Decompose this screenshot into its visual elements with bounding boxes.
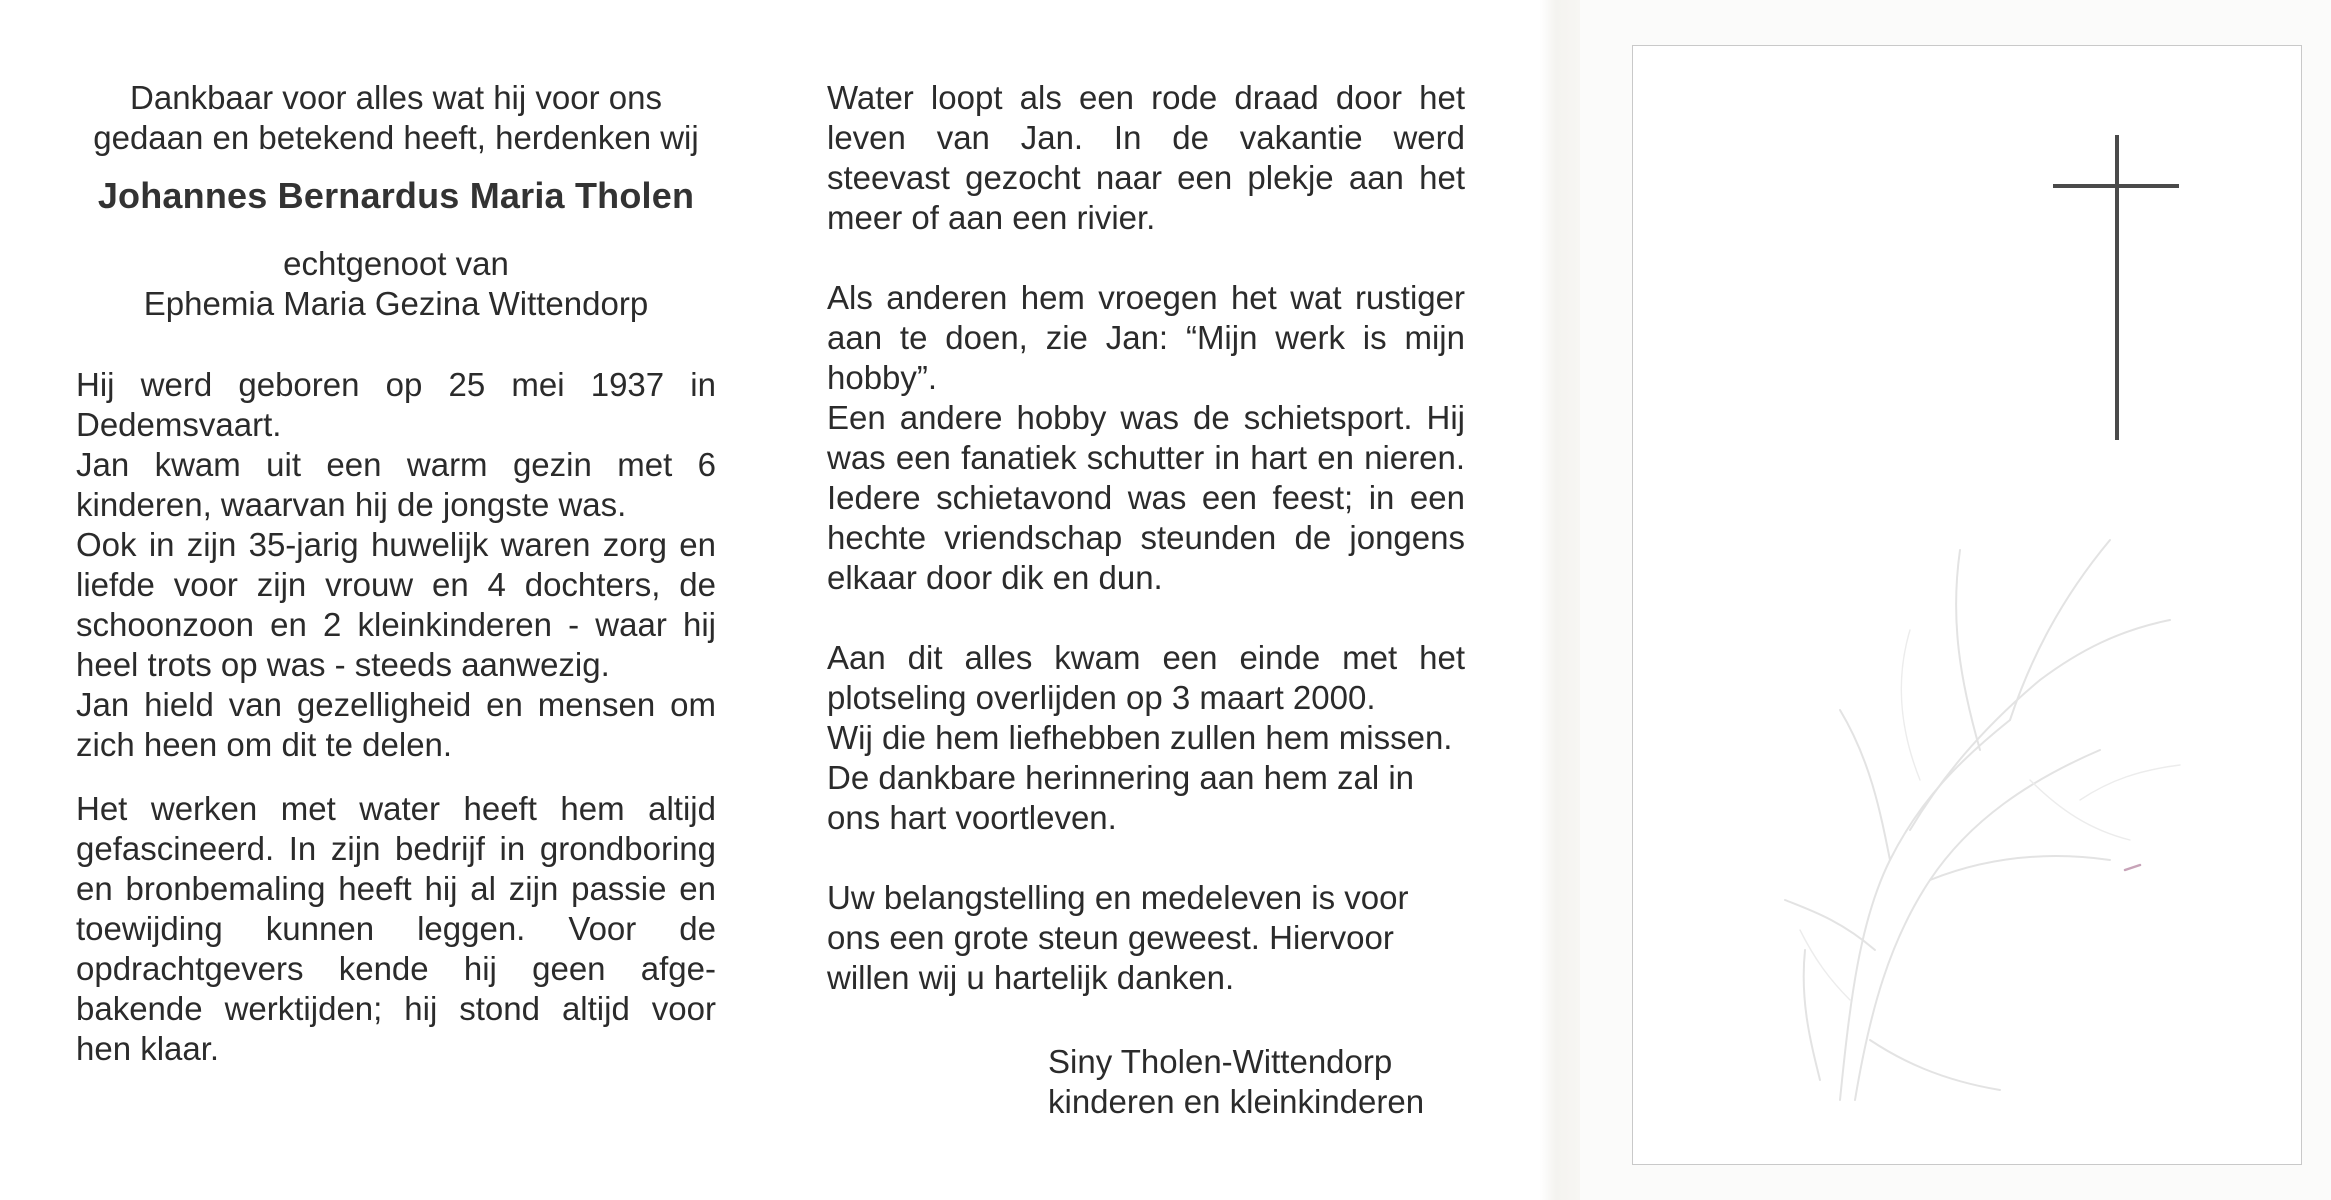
tree-sketch-icon xyxy=(1780,480,2200,1120)
intro-line-2: gedaan en betekend heeft, herdenken wij xyxy=(93,119,699,156)
hobby-paragraph: Als anderen hem vroegen het wat rustiger aan te doen, zie Jan: “Mijn werk is mijn hobby”. xyxy=(827,279,1465,396)
signature-line-1: Siny Tholen-Wittendorp xyxy=(1048,1043,1393,1080)
missing-line: Wij die hem liefhebben zullen hem missen. xyxy=(827,719,1453,756)
intro-line-1: Dankbaar voor alles wat hij voor ons xyxy=(130,79,662,116)
work-paragraph: Het werken met water heeft hem altijd gefascineerd. In zijn bedrijf in grondboring en bronbemaling heeft hij al zijn passie en toewijding kunnen leggen. Voor de opdrachtgevers kende hij geen afge-bakende werktijden; hij stond altijd voor hen klaar. xyxy=(76,790,716,1067)
birth-paragraph: Hij werd geboren op 25 mei 1937 in Dedemsvaart. xyxy=(76,366,716,443)
spouse-name: Ephemia Maria Gezina Wittendorp xyxy=(143,285,649,322)
shooting-paragraph: Een andere hobby was de schietsport. Hij was een fanatiek schutter in hart en nieren. Iedere schietavond was een feest; in een hechte vriendschap steunden de jongens elkaar door dik en dun. xyxy=(827,399,1465,596)
passing-paragraph: Aan dit alles kwam een einde met het plotseling overlijden op 3 maart 2000. xyxy=(827,639,1465,716)
cross-icon-bar xyxy=(2053,184,2179,188)
spouse-label: echtgenoot van xyxy=(283,245,509,282)
signature-line-2: kinderen en kleinkinderen xyxy=(1048,1083,1425,1120)
card-fold xyxy=(1540,0,1580,1200)
marriage-paragraph: Ook in zijn 35-jarig huwelijk waren zorg en liefde voor zijn vrouw en 4 dochters, de schoonzoon en 2 kleinkinderen - waar hij heel trots op was - steeds aanwezig. xyxy=(76,526,716,683)
sociability-paragraph: Jan hield van gezelligheid en mensen om zich heen om dit te delen. xyxy=(76,686,716,763)
family-paragraph: Jan kwam uit een warm gezin met 6 kinderen, waarvan hij de jongste was. xyxy=(76,446,716,523)
thanks-paragraph: Uw belangstelling en medeleven is voor ons een grote steun geweest. Hiervoor willen wij u hartelijk danken. xyxy=(827,879,1409,996)
deceased-name: Johannes Bernardus Maria Tholen xyxy=(97,175,695,216)
middle-column xyxy=(827,78,1465,998)
water-paragraph: Water loopt als een rode draad door het leven van Jan. In de vakantie werd steevast gezocht naar een plekje aan het meer of aan een rivier. xyxy=(827,79,1465,236)
left-column xyxy=(76,78,716,1069)
signature xyxy=(1048,1042,1478,1122)
cross-icon xyxy=(2115,135,2119,440)
remembrance-line: De dankbare herinnering aan hem zal in ons hart voortleven. xyxy=(827,759,1415,836)
